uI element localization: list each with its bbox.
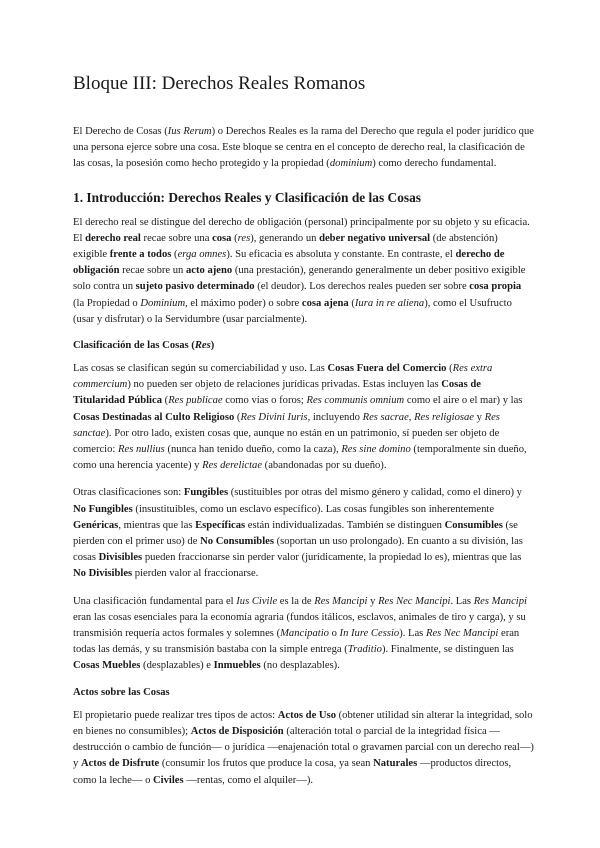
italic-term: Ius Rerum bbox=[167, 126, 212, 137]
text-run: Clasificación de las Cosas ( bbox=[73, 340, 195, 352]
text-run: pierden valor al fraccionarse. bbox=[132, 568, 259, 580]
bold-term: sujeto pasivo determinado bbox=[135, 281, 255, 293]
text-run: ). Su eficacia es absoluta y constante. En contraste, el bbox=[226, 249, 456, 261]
bold-term: Actos de Disfrute bbox=[80, 758, 160, 770]
text-run: y bbox=[474, 411, 485, 423]
bold-term: No Divisibles bbox=[73, 568, 133, 580]
italic-term: Res religiosae bbox=[414, 411, 474, 423]
bold-term: derecho de obligación bbox=[73, 249, 505, 277]
paragraph-real-rights bbox=[73, 215, 534, 328]
text-run: ) como derecho fundamental. bbox=[372, 158, 497, 170]
bold-term: Fungibles bbox=[183, 487, 229, 499]
text-run: (una prestación), generando generalmente un deber positivo exigible solo contra un bbox=[73, 265, 526, 293]
text-run: como el aire o el mar) y las bbox=[404, 395, 523, 407]
italic-term: Iura in re aliena bbox=[354, 297, 425, 309]
bold-term: Naturales bbox=[373, 758, 418, 770]
text-run: recae sobre una bbox=[140, 232, 213, 244]
text-run: El Derecho de Cosas ( bbox=[73, 126, 168, 137]
text-run: Actos sobre las Cosas bbox=[73, 686, 170, 698]
bold-term: derecho real bbox=[85, 232, 141, 244]
bold-term: Cosas Fuera del Comercio bbox=[327, 363, 447, 375]
italic-term: Mancipatio bbox=[280, 628, 329, 640]
bold-term: acto ajeno bbox=[186, 265, 233, 277]
subheading-acts bbox=[73, 686, 534, 700]
text-run: eran las cosas esenciales para la economía agraria (fundos itálicos, esclavos, animales de tiro y carga), y su transmisión requería actos formales y solemnes ( bbox=[73, 611, 526, 640]
italic-term: erga omnes bbox=[177, 249, 227, 261]
italic-term: Dominium bbox=[140, 297, 186, 309]
italic-term: Res sine domino bbox=[341, 444, 411, 456]
text-run: , el máximo poder) o sobre bbox=[185, 297, 302, 309]
bold-term: No Fungibles bbox=[73, 503, 133, 515]
text-run: (desplazables) e bbox=[140, 660, 214, 672]
text-run: (alteración total o parcial de la integridad física —destrucción o cambio de función— o jurídica —enajenación total o gravamen parcial con un derecho real—) y bbox=[73, 725, 534, 770]
bold-term: Actos de Uso bbox=[277, 709, 336, 721]
document-title: Bloque III: Derechos Reales Romanos bbox=[73, 73, 366, 94]
italic-term: Res Mancipi bbox=[473, 595, 527, 607]
text-run: eran todas las demás, y su transmisión bastaba con la simple entrega ( bbox=[73, 628, 520, 656]
bold-term: deber negativo universal bbox=[319, 232, 431, 244]
text-run: ). Las bbox=[399, 628, 426, 640]
text-run: ( bbox=[446, 363, 453, 375]
text-run: ), generando un bbox=[250, 232, 320, 244]
text-run: (se pierden con el primer uso) de bbox=[73, 519, 518, 548]
bold-term: Divisibles bbox=[98, 552, 143, 564]
paragraph-commerce bbox=[73, 361, 534, 474]
text-run: Otras clasificaciones son: bbox=[73, 487, 184, 499]
text-run: ) no pueden ser objeto de relaciones jurídicas privadas. Estas incluyen las bbox=[127, 379, 442, 391]
italic-term: res bbox=[237, 232, 251, 244]
text-run: El propietario puede realizar tres tipos de actos: bbox=[73, 709, 278, 721]
italic-term: Res Mancipi bbox=[314, 595, 368, 607]
text-run: (la Propiedad o bbox=[73, 297, 141, 309]
text-run: ). Por otro lado, existen cosas que, aunque no están en un patrimonio, sí pueden ser objeto de comercio: bbox=[73, 427, 500, 456]
text-run: —productos directos, como la leche— o bbox=[73, 758, 512, 786]
bold-term: cosa bbox=[212, 232, 232, 244]
italic-term: dominium bbox=[329, 158, 373, 170]
text-run: (sustituibles por otras del mismo género y calidad, como el dinero) y bbox=[228, 487, 522, 499]
text-run: Una clasificación fundamental para el bbox=[73, 595, 237, 607]
bold-term: Civiles bbox=[153, 774, 184, 786]
subheading-classification bbox=[73, 339, 534, 353]
bold-term: Genéricas bbox=[73, 519, 119, 531]
italic-term: Res communis omnium bbox=[306, 395, 405, 407]
text-run: y bbox=[367, 595, 379, 607]
text-run: El derecho real se distingue del derecho de obligación (personal) principalmente por su objeto y su eficacia. El bbox=[73, 216, 530, 244]
bold-term: Consumibles bbox=[444, 519, 503, 531]
intro-paragraph bbox=[73, 124, 534, 173]
text-run: (temporalmente sin dueño, como una herencia yacente) y bbox=[73, 444, 527, 472]
bold-term: Cosas Destinadas al Culto Religioso bbox=[73, 411, 235, 423]
text-run: ) o Derechos Reales es la rama del Derecho que regula el poder jurídico que una persona ejerce sobre una cosa. Este bloque se centra en el concepto de derecho real, la clasificación de las cosas, la posesión como hecho protegido y la propiedad ( bbox=[73, 126, 534, 170]
text-run: (de abstención) exigible bbox=[73, 232, 498, 261]
text-run: , mientras que las bbox=[118, 519, 196, 531]
section-heading: 1. Introducción: Derechos Reales y Clasificación de las Cosas bbox=[73, 189, 422, 205]
bold-term: Cosas de Titularidad Pública bbox=[73, 379, 481, 407]
text-run: es la de bbox=[277, 595, 315, 607]
text-run: (abandonadas por su dueño). bbox=[262, 460, 387, 472]
italic-term: Res publicae bbox=[168, 395, 223, 407]
text-run: ( bbox=[162, 395, 169, 407]
italic-term: Ius Civile bbox=[236, 595, 278, 607]
text-run: (obtener utilidad sin alterar la integridad, solo en bienes no consumibles); bbox=[73, 709, 533, 737]
italic-term: Res sacrae bbox=[362, 411, 409, 423]
bold-term: cosa ajena bbox=[301, 297, 349, 309]
text-run: están individualizadas. También se distinguen bbox=[245, 519, 445, 531]
text-run: ( bbox=[348, 297, 355, 309]
text-run: (no desplazables). bbox=[260, 660, 340, 672]
bold-term: frente a todos bbox=[109, 249, 172, 261]
italic-term: Res Divini Iuris bbox=[240, 411, 308, 423]
italic-term: Res extra commercium bbox=[73, 363, 493, 391]
text-run: Las cosas se clasifican según su comerciabilidad y uso. Las bbox=[73, 363, 328, 375]
text-run: —rentas, como el alquiler—). bbox=[183, 774, 314, 786]
text-run: , incluyendo bbox=[307, 411, 363, 423]
text-run: (soportan un uso prolongado). En cuanto a su división, las cosas bbox=[73, 536, 523, 564]
text-run: ( bbox=[231, 232, 238, 244]
bold-term: No Consumibles bbox=[200, 536, 274, 548]
text-run: (nunca han tenido dueño, como la caza), bbox=[164, 444, 342, 456]
bold-term: Cosas Muebles bbox=[73, 660, 141, 672]
text-run: ). Finalmente, se distinguen las bbox=[381, 644, 514, 656]
text-run: pueden fraccionarse sin perder valor (jurídicamente, la propiedad lo es), mientras que las bbox=[142, 552, 522, 564]
paragraph-res-mancipi bbox=[73, 594, 534, 675]
text-run: (insustituibles, como un esclavo específico). Las cosas fungibles son inherentemente bbox=[132, 503, 495, 515]
bold-term: cosa propia bbox=[469, 281, 522, 293]
italic-term: Res Nec Mancipi bbox=[378, 595, 451, 607]
paragraph-other-classifications bbox=[73, 485, 534, 582]
paragraph-acts bbox=[73, 708, 534, 789]
italic-term: Traditio bbox=[347, 644, 382, 656]
text-run: ) bbox=[210, 340, 215, 352]
italic-term: In Iure Cessio bbox=[339, 628, 400, 640]
italic-term: Res Nec Mancipi bbox=[425, 628, 499, 640]
italic-term: Res bbox=[194, 340, 211, 352]
bold-term: Inmuebles bbox=[213, 660, 261, 672]
italic-term: Res sanctae bbox=[73, 411, 500, 439]
bold-term: Específicas bbox=[195, 519, 246, 531]
text-run: recae sobre un bbox=[119, 265, 186, 277]
italic-term: Res nullius bbox=[118, 444, 165, 456]
text-run: . Las bbox=[450, 595, 474, 607]
text-run: o bbox=[328, 628, 340, 640]
text-run: ), como el Usufructo (usar y disfrutar) o la Servidumbre (usar parcialmente). bbox=[73, 297, 512, 325]
text-run: (el deudor). Los derechos reales pueden ser sobre bbox=[254, 281, 470, 293]
text-run: ( bbox=[171, 249, 178, 261]
italic-term: Res derelictae bbox=[202, 460, 263, 472]
text-run: (consumir los frutos que produce la cosa, ya sean bbox=[159, 758, 374, 770]
bold-term: Actos de Disposición bbox=[190, 725, 284, 737]
text-run: , bbox=[408, 411, 415, 423]
text-run: ( bbox=[234, 411, 241, 423]
text-run: como vías o foros; bbox=[222, 395, 307, 407]
